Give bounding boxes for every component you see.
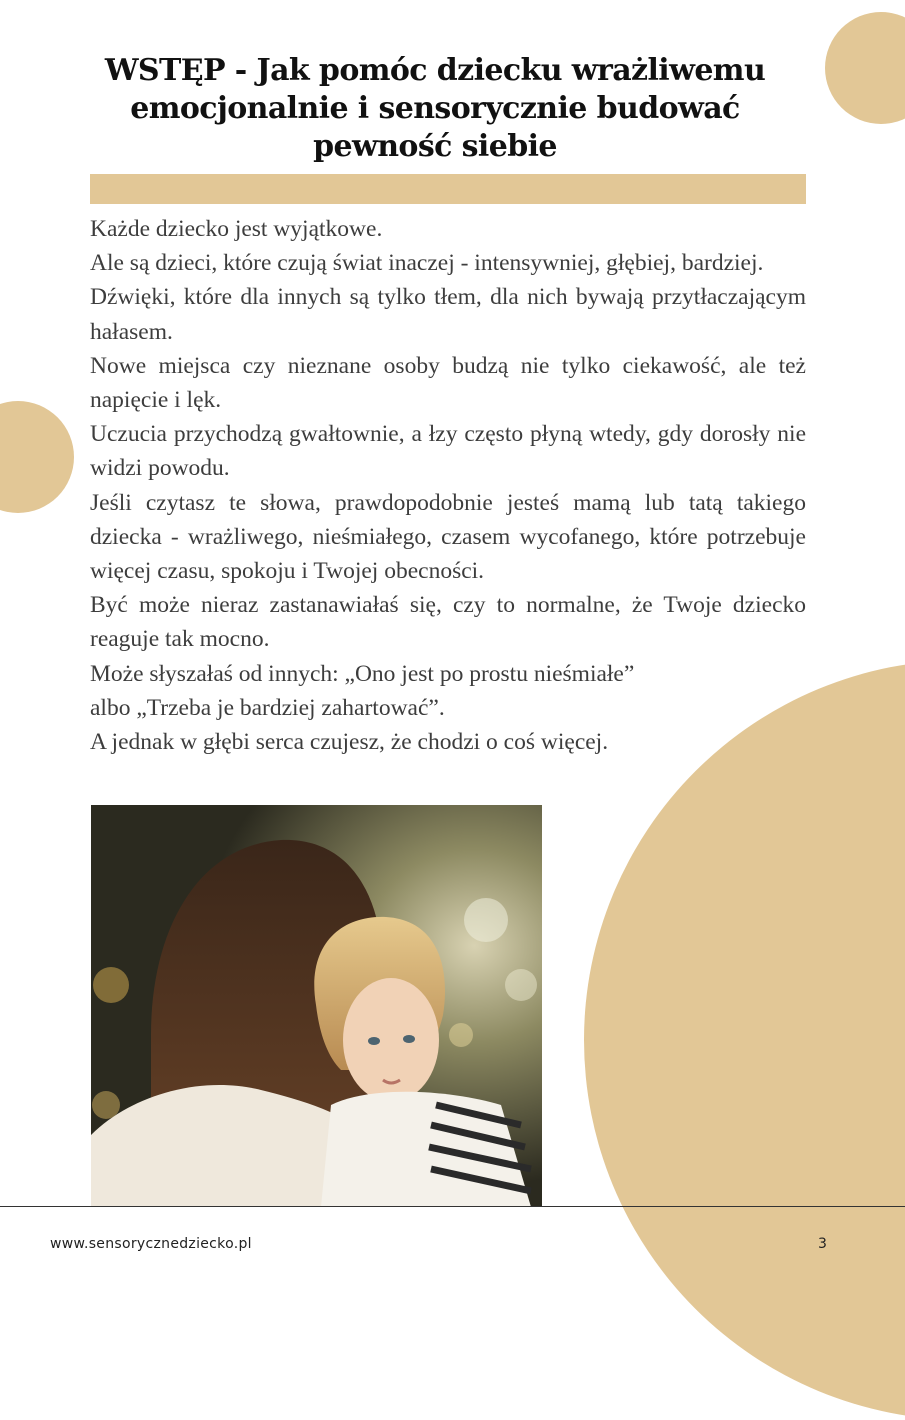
photo-illustration — [91, 805, 542, 1207]
title-line-1: WSTĘP - Jak pomóc dziecku wrażliwemu — [104, 53, 766, 88]
page-number: 3 — [818, 1236, 827, 1252]
paragraph: Być może nieraz zastanawiałaś się, czy to normalne, że Twoje dziecko reaguje tak mocno. — [90, 592, 806, 653]
paragraph: Uczucia przychodzą gwałtownie, a łzy często płyną wtedy, gdy dorosły nie widzi powodu. — [90, 421, 806, 482]
footer-divider — [0, 1206, 905, 1207]
paragraph: Każde dziecko jest wyjątkowe. — [90, 216, 383, 242]
page-title — [90, 52, 780, 166]
paragraph: Może słyszałaś od innych: „Ono jest po prostu nieśmiałe” — [90, 660, 635, 687]
title-accent-bar — [90, 174, 806, 204]
footer-website[interactable]: www.sensorycznedziecko.pl — [50, 1236, 252, 1252]
paragraph: Nowe miejsca czy nieznane osoby budzą nie tylko ciekawość, ale też napięcie i lęk. — [90, 352, 806, 414]
paragraph: Jeśli czytasz te słowa, prawdopodobnie jesteś mamą lub tatą takiego dziecka - wrażliwego, nieśmiałego, czasem wycofanego, które potrzebuje więcej czasu, spokoju i Twojej obecności. — [90, 489, 806, 585]
decorative-circle-top-right — [825, 12, 905, 124]
paragraph: A jednak w głębi serca czujesz, że chodzi o coś więcej. — [90, 729, 609, 756]
title-line-2: emocjonalnie i sensorycznie budować — [130, 91, 740, 126]
decorative-circle-large — [584, 660, 905, 1420]
paragraph: Ale są dzieci, które czują świat inaczej - intensywniej, głębiej, bardziej. — [90, 250, 764, 277]
mother-child-photo — [91, 805, 542, 1207]
decorative-circle-left — [0, 401, 74, 513]
paragraph: Dźwięki, które dla innych są tylko tłem, dla nich bywają przytłaczającym hałasem. — [90, 284, 806, 345]
title-line-3: pewność siebie — [313, 129, 557, 164]
intro-text — [90, 212, 806, 759]
paragraph: albo „Trzeba je bardziej zahartować”. — [90, 694, 445, 721]
